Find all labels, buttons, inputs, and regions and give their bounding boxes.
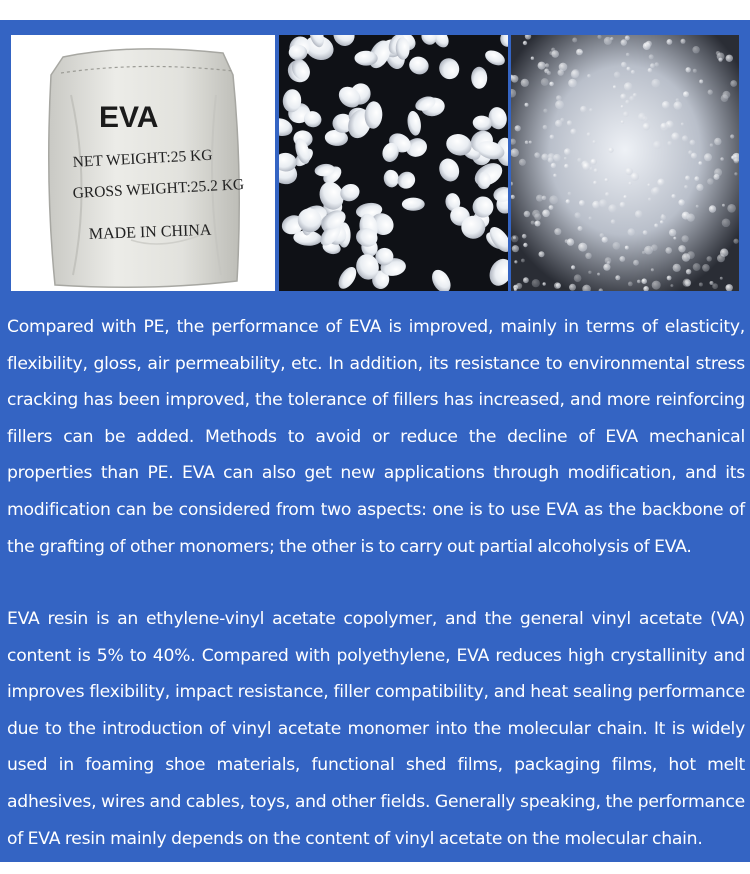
granule: [623, 111, 629, 117]
granule: [578, 226, 583, 231]
granule: [643, 123, 651, 131]
granule: [551, 50, 559, 58]
granule: [566, 199, 570, 203]
granule: [696, 184, 703, 191]
granule: [571, 265, 575, 269]
granule: [607, 261, 610, 264]
granule: [673, 264, 681, 272]
granule: [693, 69, 697, 73]
granule: [682, 212, 690, 220]
granule: [588, 271, 591, 274]
granule: [577, 158, 582, 163]
granule: [619, 256, 625, 262]
granule: [585, 253, 591, 259]
granule: [651, 268, 654, 271]
granule: [620, 202, 626, 208]
granule: [714, 138, 721, 145]
granule: [529, 141, 532, 144]
bag-title-text: EVA: [99, 101, 159, 134]
granule: [571, 69, 579, 77]
granule: [696, 205, 699, 208]
eva-bag-photo: [11, 35, 275, 291]
granule: [621, 39, 627, 45]
granule: [592, 140, 596, 144]
granule: [579, 200, 585, 206]
granule: [704, 153, 712, 161]
granule: [693, 263, 701, 271]
granule: [707, 178, 713, 184]
granule: [683, 91, 689, 97]
granule: [652, 281, 661, 290]
granule: [726, 55, 733, 62]
granule: [722, 219, 731, 228]
granule: [523, 41, 527, 45]
granule: [667, 39, 673, 45]
granule: [599, 199, 607, 207]
white-pellets-photo: [279, 35, 508, 291]
granule: [624, 82, 633, 91]
granule: [671, 132, 679, 140]
product-photo-strip: [11, 35, 739, 291]
granule: [580, 50, 583, 53]
granule: [685, 176, 690, 181]
granule: [554, 282, 561, 289]
granule: [600, 233, 605, 238]
pellet: [402, 198, 425, 211]
granule: [522, 234, 527, 239]
granule: [555, 100, 564, 109]
granule: [515, 125, 521, 131]
granule: [564, 157, 567, 160]
granule: [686, 281, 691, 286]
granule: [665, 247, 672, 254]
granule: [542, 196, 547, 201]
granule: [699, 80, 703, 84]
granule: [694, 176, 699, 181]
granule: [564, 148, 571, 155]
granule: [648, 198, 652, 202]
granule: [734, 158, 739, 163]
granule: [591, 159, 597, 165]
granule: [603, 264, 610, 271]
granule: [710, 281, 714, 285]
granule: [611, 219, 616, 224]
granule: [621, 120, 625, 124]
granule: [594, 168, 599, 173]
granule: [514, 260, 517, 263]
granule: [521, 259, 525, 263]
granule: [654, 224, 658, 228]
granule: [525, 141, 529, 145]
granule: [688, 150, 692, 154]
granule: [649, 54, 654, 59]
granule: [544, 69, 549, 74]
granule: [628, 182, 632, 186]
granule: [626, 53, 630, 57]
granule: [556, 95, 562, 101]
granule: [543, 282, 546, 285]
granule: [686, 269, 691, 274]
granule: [568, 79, 577, 88]
granule: [564, 164, 569, 169]
granule: [608, 147, 613, 152]
granule: [647, 183, 650, 186]
granule: [610, 37, 613, 40]
granule: [699, 283, 703, 287]
granule: [565, 239, 569, 243]
granule: [682, 135, 688, 141]
granule: [733, 239, 738, 244]
granule: [574, 274, 582, 282]
granule: [613, 242, 621, 250]
bag-net-weight-text: NET WEIGHT:25 KG: [72, 146, 213, 171]
granule: [720, 157, 724, 161]
granule: [541, 154, 548, 161]
granule: [731, 156, 734, 159]
granule: [535, 221, 541, 227]
granule: [589, 217, 592, 220]
granule: [657, 179, 665, 187]
granule: [723, 91, 731, 99]
granule: [620, 94, 626, 100]
granule: [631, 70, 635, 74]
granule: [650, 63, 655, 68]
granule: [545, 63, 549, 67]
granule: [653, 141, 662, 150]
granule: [734, 172, 737, 175]
granule: [523, 243, 527, 247]
granule: [669, 229, 676, 236]
granule: [519, 159, 526, 166]
granule: [578, 243, 587, 252]
bag-gross-weight-text: GROSS WEIGHT:25.2 KG: [72, 176, 245, 202]
granule: [661, 123, 667, 129]
granule: [587, 74, 591, 78]
granule: [627, 67, 631, 71]
granule: [707, 256, 712, 261]
granule: [597, 273, 600, 276]
granule: [682, 235, 689, 242]
granule: [662, 101, 670, 109]
granule: [587, 132, 591, 136]
granule: [702, 264, 710, 272]
granule: [550, 135, 555, 140]
granule: [720, 277, 723, 280]
granule: [710, 143, 713, 146]
granule: [593, 181, 597, 185]
granule: [553, 154, 561, 162]
granule: [614, 72, 621, 79]
granule: [523, 277, 529, 283]
granule: [681, 123, 684, 126]
granule: [633, 93, 637, 97]
granule: [514, 288, 517, 291]
granule: [655, 62, 659, 66]
granule: [673, 237, 676, 240]
granule: [572, 38, 577, 43]
granule: [646, 41, 652, 47]
granule: [549, 205, 554, 210]
granule: [531, 57, 534, 60]
granule: [512, 245, 519, 252]
granule: [549, 195, 558, 204]
granule: [539, 251, 545, 257]
granule: [580, 106, 587, 113]
granule: [692, 46, 699, 53]
granule: [681, 39, 686, 44]
granule: [661, 215, 667, 221]
granule: [625, 100, 630, 105]
granule: [635, 210, 643, 218]
granule: [648, 68, 653, 73]
granule: [682, 253, 690, 261]
granule: [532, 210, 540, 218]
granule: [667, 141, 672, 146]
granule: [549, 82, 554, 87]
granule: [676, 98, 680, 102]
granule: [690, 140, 696, 146]
granule: [521, 79, 529, 87]
transparent-granules-photo: [511, 35, 739, 291]
granule: [686, 67, 691, 72]
granule: [559, 63, 568, 72]
granule: [554, 228, 561, 235]
granule: [637, 280, 641, 284]
granule: [730, 134, 734, 138]
granule: [621, 105, 624, 108]
granule: [720, 249, 728, 257]
granule: [542, 210, 550, 218]
granule: [592, 201, 600, 209]
granule: [560, 118, 564, 122]
granule: [722, 204, 725, 207]
granule: [615, 275, 620, 280]
granule: [531, 221, 535, 225]
granule: [660, 220, 664, 224]
granule: [623, 195, 627, 199]
granule: [638, 113, 646, 121]
granule: [684, 185, 688, 189]
bag-origin-text: MADE IN CHINA: [88, 221, 212, 243]
granule: [568, 192, 572, 196]
granule: [541, 78, 549, 86]
granule: [670, 284, 673, 287]
granule: [651, 79, 660, 88]
paragraph-2: EVA resin is an ethylene-vinyl acetate copolymer, and the general vinyl acetate (VA) content is 5% to 40%. Compared with polyethylene, EVA reduces high crystallinity and improves flexibility, impact resistance, filler compatibility, and heat sealing performance due to the introduction of vinyl acetate monomer into the molecular chain. It is widely used in foaming shoe materials, functional shed films, packaging films, hot melt adhesives, wires and cables, toys, and other fields. Generally speaking, the performance of EVA resin mainly depends on the content of vinyl acetate on the molecular chain.: [7, 609, 745, 849]
granule: [525, 103, 529, 107]
granule: [538, 62, 546, 70]
granule: [633, 260, 639, 266]
granule: [570, 129, 576, 135]
granule: [532, 279, 540, 287]
granule: [589, 108, 593, 112]
granule: [708, 90, 713, 95]
granule: [651, 187, 660, 196]
granule: [641, 278, 647, 284]
granule: [667, 276, 672, 281]
granule: [625, 36, 630, 41]
granule: [567, 120, 572, 125]
granule: [605, 192, 610, 197]
granule: [569, 284, 576, 291]
granule: [543, 125, 548, 130]
granule: [628, 282, 633, 287]
granule: [625, 168, 633, 176]
granule: [605, 178, 609, 182]
paragraph-1: Compared with PE, the performance of EVA is improved, mainly in terms of elasticity, flexibility, gloss, air permeability, etc. In addition, its resistance to environmental stress cracking has been improved, the tolerance of fillers has increased, and more reinforcing fillers can be added. Methods to avoid or reduce the decline of EVA mechanical properties than PE. EVA can also get new applications through modification, and its modification can be considered from two aspects: one is to use EVA as the backbone of the grafting of other monomers; the other is to carry out partial alcoholysis of EVA.: [7, 317, 745, 557]
granule: [582, 162, 590, 170]
granule: [553, 174, 557, 178]
granule: [625, 246, 629, 250]
granule: [671, 194, 675, 198]
granule: [524, 211, 530, 217]
granule: [613, 85, 616, 88]
granule: [678, 245, 685, 252]
granule: [678, 199, 684, 205]
granule: [730, 80, 737, 87]
granule: [727, 204, 736, 213]
granule: [575, 212, 581, 218]
granule: [608, 204, 617, 213]
granule: [651, 244, 658, 251]
granule: [698, 161, 702, 165]
granule: [551, 163, 556, 168]
granule: [621, 62, 627, 68]
granule: [642, 251, 645, 254]
granule: [717, 53, 725, 61]
granule: [534, 152, 540, 158]
granule: [714, 168, 722, 176]
granule: [511, 235, 518, 242]
granule: [628, 228, 635, 235]
granule: [709, 205, 716, 212]
granule: [543, 109, 547, 113]
granule: [643, 230, 648, 235]
granule: [674, 101, 683, 110]
